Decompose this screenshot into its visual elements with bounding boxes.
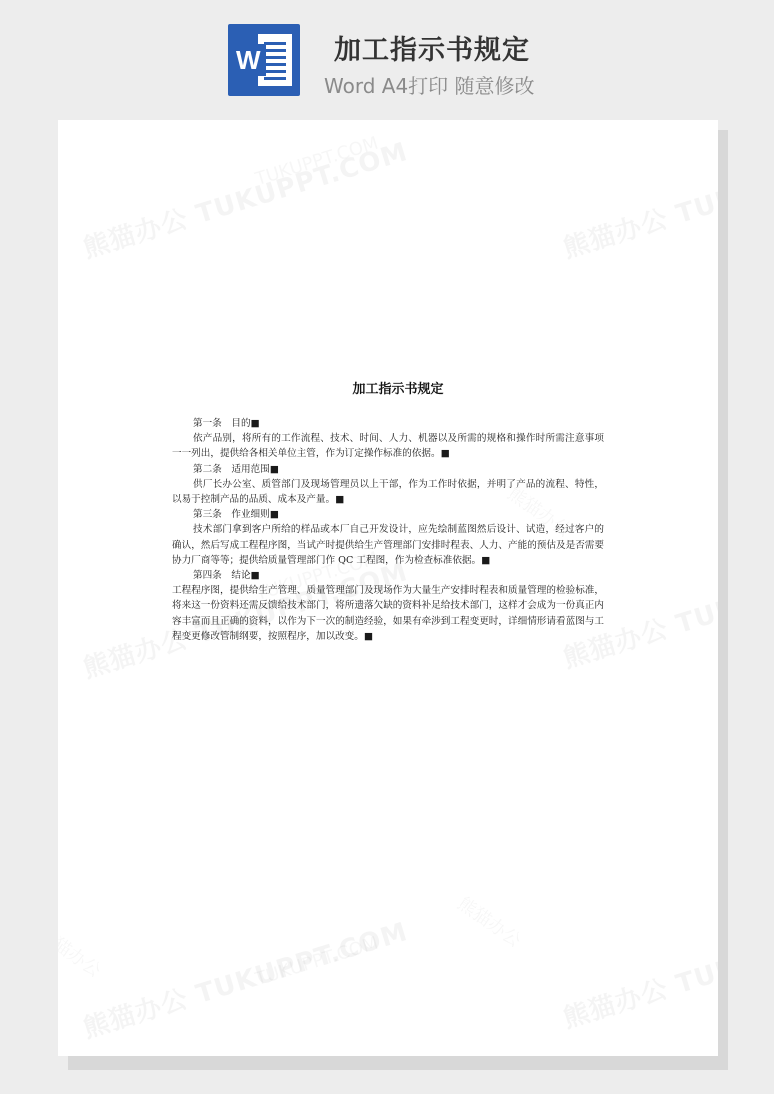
- document-title: 加工指示书规定: [352, 382, 444, 397]
- paragraph: 工程程序图，提供给生产管理、质量管理部门及现场作为大量生产安排时程表和质量管理的检验标准，将来这一份资料还需反馈给技术部门，将所遗落欠缺的资料补足给技术部门，这样才会成为一份真正内容丰富而且正确的资料，以作为下一次的制造经验，如果有牵涉到工程变更时，详细情形请看蓝图与工程变更修改管制纲要，按照程序，加以改变。■: [172, 585, 604, 642]
- section-heading: 第三条 作业细则■: [193, 509, 279, 521]
- paragraph: 技术部门拿到客户所给的样品或本厂自己开发设计，应先绘制蓝图然后设计、试造，经过客户的确认，然后写成工程程序图，当试产时提供给生产管理部门安排时程表、人力、产能的预估及是否需要协力厂商等等；提供给质量管理部门作 QC 工程图，作为检查标准依据。■: [172, 524, 604, 566]
- banner-subtitle: Word A4打印 随意修改: [324, 74, 535, 98]
- watermark-stamp: [58, 920, 107, 983]
- section-heading: 第一条 目的■: [193, 418, 260, 429]
- header-banner: [0, 0, 774, 118]
- banner-title: 加工指示书规定: [334, 35, 530, 66]
- word-logo-letter: W: [236, 44, 266, 76]
- paragraph: 依产品别，将所有的工作流程、技术、时间、人力、机器以及所需的规格和操作时所需注意事项一一列出，提供给各相关单位主管，作为订定操作标准的依据。■: [172, 433, 604, 460]
- watermark: [558, 131, 718, 265]
- document-body: [172, 416, 604, 644]
- word-app-icon: [228, 24, 300, 96]
- section-heading: 第二条 适用范围■: [193, 463, 279, 475]
- document-page: [58, 120, 718, 1056]
- watermark-stamp: [453, 890, 527, 953]
- watermark: [78, 911, 412, 1045]
- section-heading: 第四条 结论■: [193, 570, 260, 582]
- watermark: [558, 901, 718, 1035]
- paragraph: 供厂长办公室、质管部门及现场管理员以上干部，作为工作时依据，并明了产品的流程、特性，以易于控制产品的品质、成本及产量。■: [172, 478, 604, 506]
